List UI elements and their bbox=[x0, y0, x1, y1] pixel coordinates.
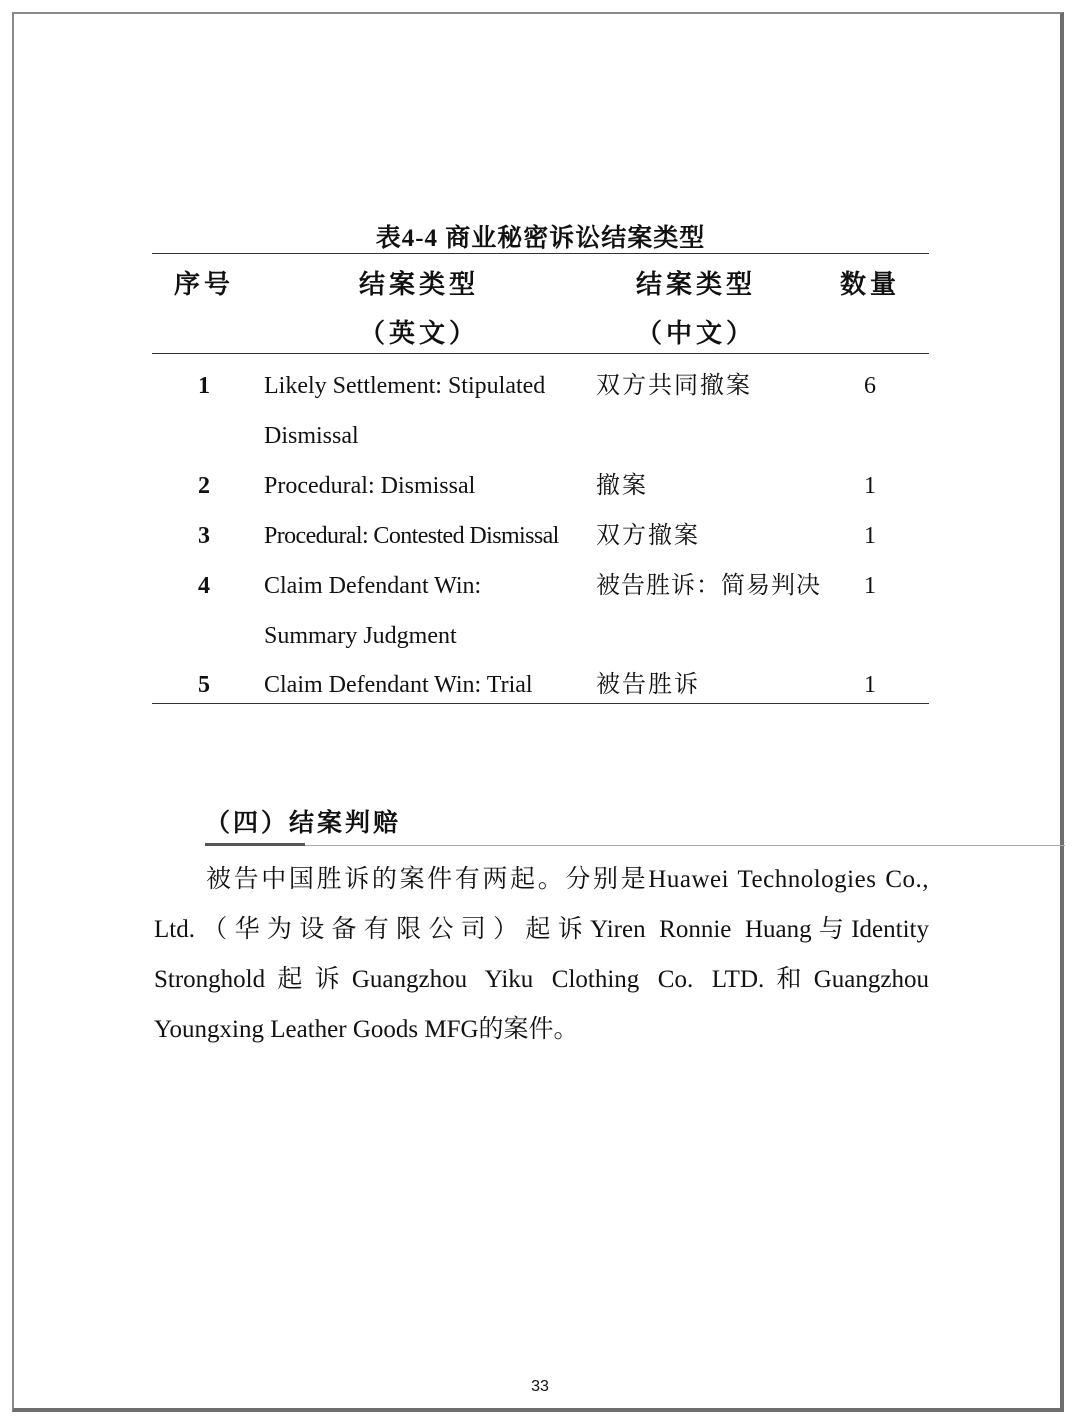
section-heading: （四）结案判赔 bbox=[205, 810, 402, 837]
table-row-5-count: 1 bbox=[864, 672, 876, 698]
table-row-4-seq: 4 bbox=[198, 573, 210, 599]
table-row-5-en: Claim Defendant Win: Trial bbox=[264, 672, 533, 698]
paragraph-line-1: 被告中国胜诉的案件有两起。分别是Huawei Technologies Co., bbox=[206, 866, 929, 893]
page-number: 33 bbox=[531, 1378, 549, 1395]
table-row-3-zh: 双方撤案 bbox=[596, 523, 700, 549]
header-seq: 序号 bbox=[173, 270, 234, 299]
table-header-rule bbox=[152, 353, 929, 354]
table-row-2-seq: 2 bbox=[198, 473, 210, 499]
section-rule-accent bbox=[205, 843, 305, 846]
table-row-1-en-cont: Dismissal bbox=[264, 423, 359, 449]
header-type-en: 结案类型 bbox=[358, 270, 479, 299]
header-type-en-sub: （英文） bbox=[358, 319, 479, 348]
table-bottom-rule bbox=[152, 703, 929, 704]
table-row-5-zh: 被告胜诉 bbox=[596, 672, 700, 698]
table-row-5-seq: 5 bbox=[198, 672, 210, 698]
header-count: 数量 bbox=[840, 270, 901, 299]
table-row-3-count: 1 bbox=[864, 523, 876, 549]
table-row-4-zh: 被告胜诉：简易判决 bbox=[596, 573, 821, 599]
table-row-2-zh: 撤案 bbox=[596, 473, 648, 499]
table-top-rule bbox=[152, 253, 929, 254]
section-rule bbox=[205, 845, 1065, 846]
header-type-zh-sub: （中文） bbox=[635, 319, 756, 348]
table-row-1-count: 6 bbox=[864, 373, 876, 399]
table-row-3-en: Procedural: Contested Dismissal bbox=[264, 523, 559, 549]
table-row-1-en: Likely Settlement: Stipulated bbox=[264, 373, 546, 399]
table-row-4-en-cont: Summary Judgment bbox=[264, 623, 457, 649]
header-type-zh: 结案类型 bbox=[635, 270, 756, 299]
table-row-2-count: 1 bbox=[864, 473, 876, 499]
table-row-3-seq: 3 bbox=[198, 523, 210, 549]
paragraph-line-2: Ltd.（华为设备有限公司）起诉Yiren Ronnie Huang与Identity bbox=[154, 916, 929, 943]
paragraph-line-4: Youngxing Leather Goods MFG的案件。 bbox=[154, 1016, 579, 1043]
table-row-4-count: 1 bbox=[864, 573, 876, 599]
table-row-1-seq: 1 bbox=[198, 373, 210, 399]
table-row-2-en: Procedural: Dismissal bbox=[264, 473, 476, 499]
table-caption: 表4-4 商业秘密诉讼结案类型 bbox=[375, 225, 706, 252]
paragraph-line-3: Stronghold起诉Guangzhou Yiku Clothing Co. LTD.和Guangzhou bbox=[154, 966, 929, 993]
table-row-1-zh: 双方共同撤案 bbox=[596, 373, 752, 399]
table-row-4-en: Claim Defendant Win: bbox=[264, 573, 482, 599]
